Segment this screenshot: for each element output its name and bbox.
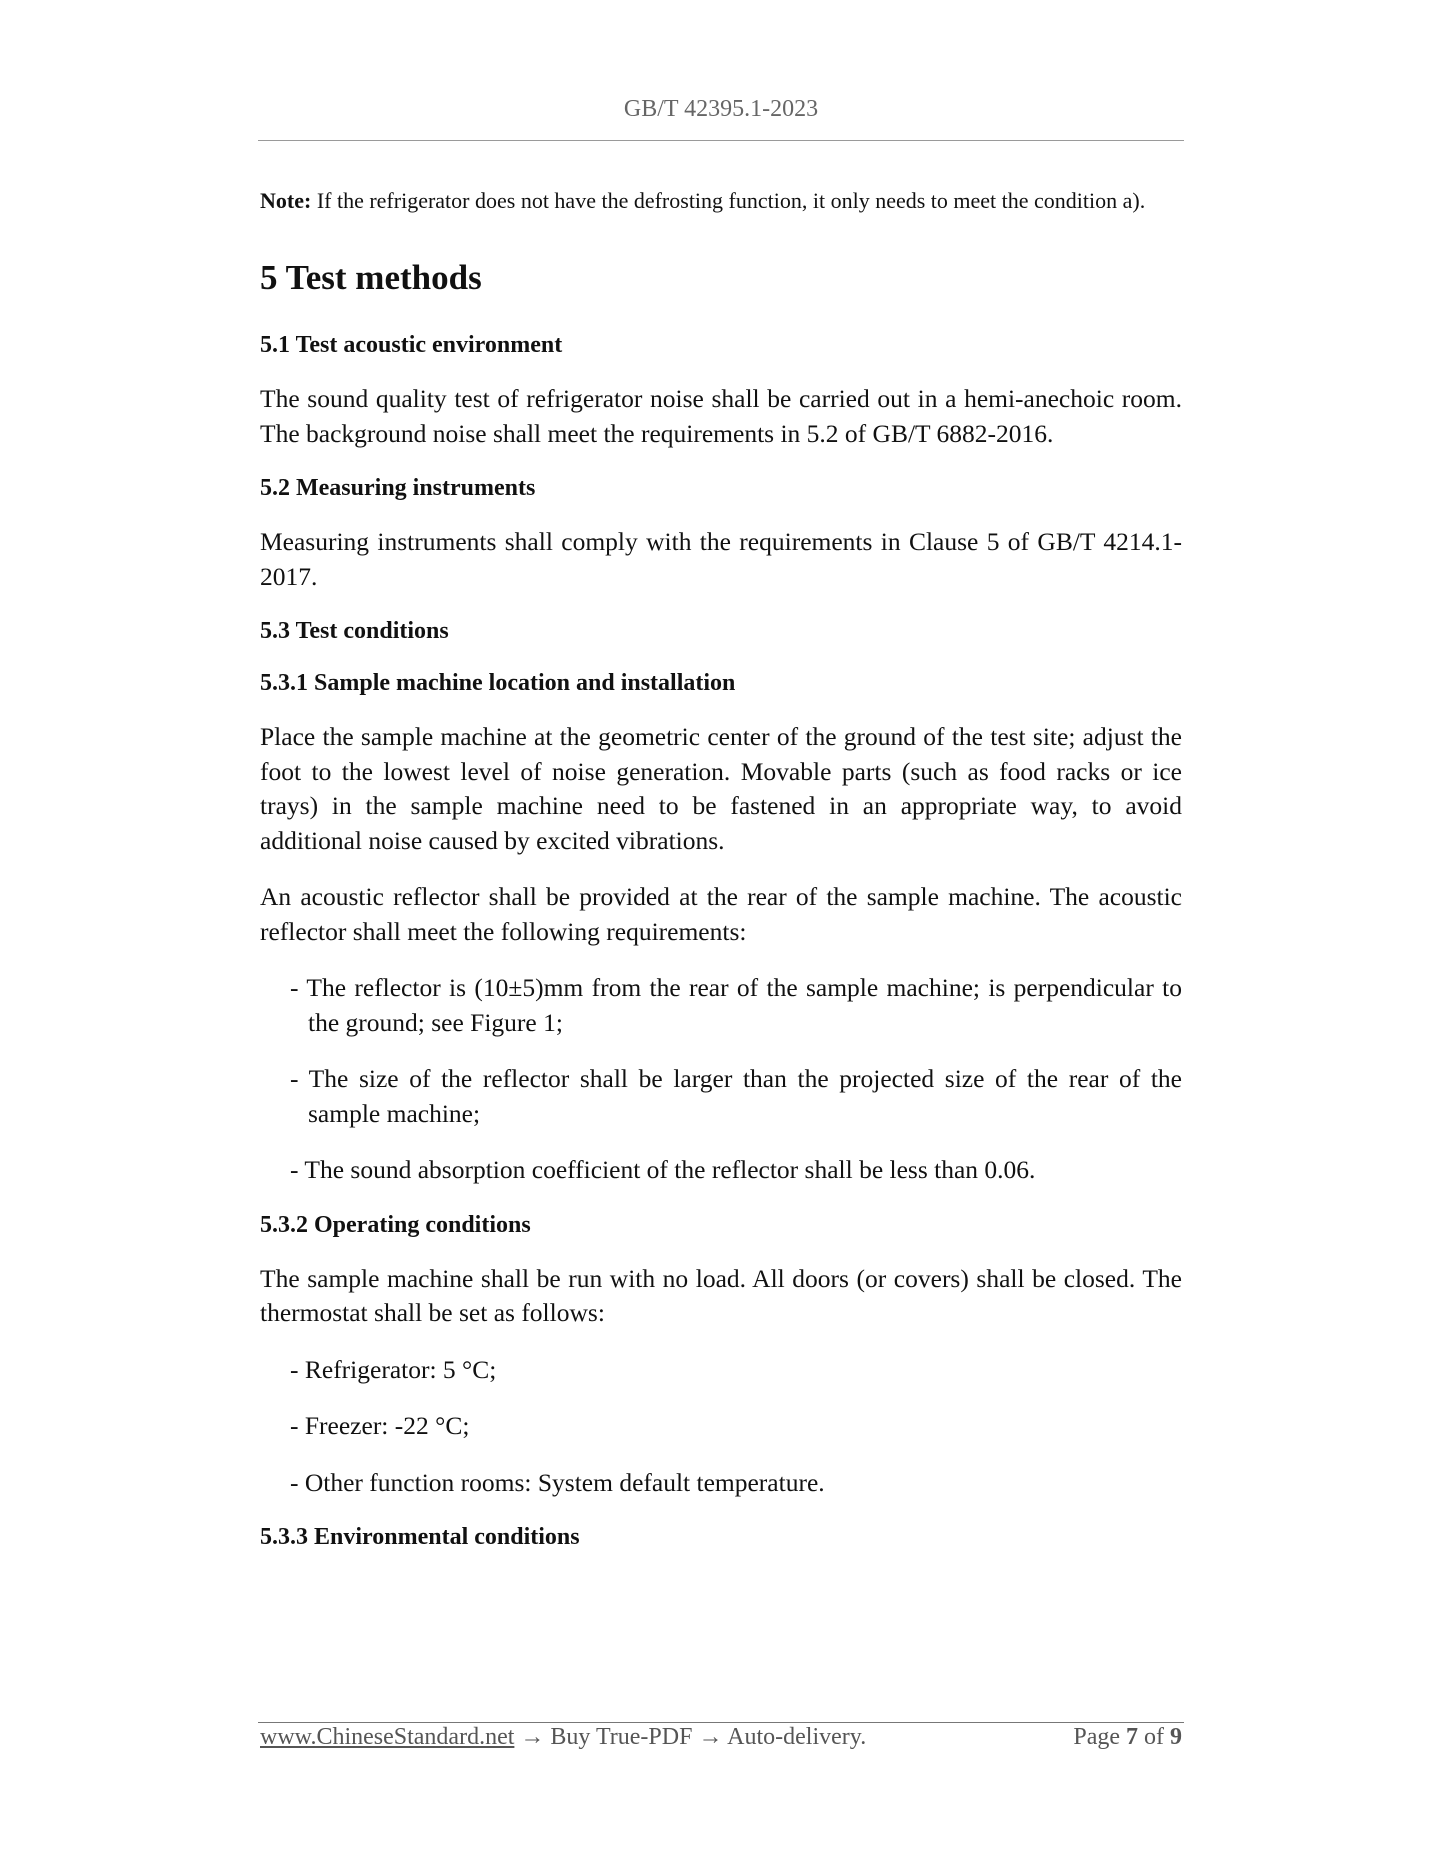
of-word: of — [1144, 1724, 1164, 1750]
note — [260, 184, 1182, 218]
note-label: Note: — [260, 188, 312, 213]
website-link[interactable]: www.ChineseStandard.net — [260, 1724, 515, 1750]
thermostat-setting-item: - Freezer: -22 °C; — [290, 1411, 470, 1440]
current-page: 7 — [1126, 1724, 1138, 1750]
footer-divider — [258, 1722, 1184, 1723]
thermostat-setting-item: - Refrigerator: 5 °C; — [290, 1354, 497, 1384]
section-5-3-1-para-1: Place the sample machine at the geometric center of the ground of the test site; adjust the foot to the lowest level of noise generation. Movable parts (such as food racks or ice trays) in the sample machine need to be fastened in an appropriate way, to avoid additional noise caused by excited vibrations. — [260, 722, 1182, 855]
footer-promo — [260, 1724, 866, 1751]
header-divider — [258, 140, 1184, 141]
arrow-right-icon: → — [520, 1724, 545, 1750]
thermostat-setting-item: - Other function rooms: System default temperature. — [290, 1467, 825, 1497]
section-5-3-heading: 5.3 Test conditions — [260, 618, 449, 644]
arrow-right-icon: → — [698, 1724, 723, 1750]
section-5-3-2-heading: 5.3.2 Operating conditions — [260, 1211, 531, 1238]
reflector-requirement-item: - The sound absorption coefficient of the reflector shall be less than 0.06. — [290, 1155, 1036, 1184]
total-pages: 9 — [1170, 1724, 1182, 1750]
section-5-3-1-heading: 5.3.1 Sample machine location and installation — [260, 670, 736, 696]
page-content — [260, 184, 1182, 1552]
auto-delivery-text: Auto-delivery. — [727, 1724, 867, 1750]
document-id-header: GB/T 42395.1-2023 — [623, 96, 819, 122]
buy-pdf-text: Buy True-PDF — [550, 1724, 693, 1750]
reflector-requirement-item: - The reflector is (10±5)mm from the rear of the sample machine; is perpendicular to the ground; see Figure 1; — [290, 973, 1182, 1037]
reflector-requirement-item: - The size of the reflector shall be larger than the projected size of the rear of the sample machine; — [290, 1064, 1182, 1128]
page-number — [1073, 1724, 1182, 1751]
section-5-3-3-heading: 5.3.3 Environmental conditions — [260, 1524, 580, 1550]
note-text: If the refrigerator does not have the defrosting function, it only needs to meet the condition a). — [316, 188, 1146, 213]
section-5-2-heading: 5.2 Measuring instruments — [260, 475, 536, 501]
section-5-3-1-para-2: An acoustic reflector shall be provided at the rear of the sample machine. The acoustic reflector shall meet the following requirements: — [260, 882, 1182, 946]
section-5-2-text: Measuring instruments shall comply with the requirements in Clause 5 of GB/T 4214.1-2017. — [260, 527, 1182, 591]
page-footer — [260, 1724, 1182, 1756]
section-5-3-2-text: The sample machine shall be run with no load. All doors (or covers) shall be closed. The thermostat shall be set as follows: — [260, 1263, 1182, 1327]
section-5-1-heading: 5.1 Test acoustic environment — [260, 332, 563, 358]
page-word: Page — [1073, 1724, 1120, 1750]
section-5-heading: 5 Test methods — [260, 258, 482, 297]
section-5-1-text: The sound quality test of refrigerator noise shall be carried out in a hemi-anechoic room. The background noise shall meet the requirements in 5.2 of GB/T 6882-2016. — [260, 384, 1182, 448]
